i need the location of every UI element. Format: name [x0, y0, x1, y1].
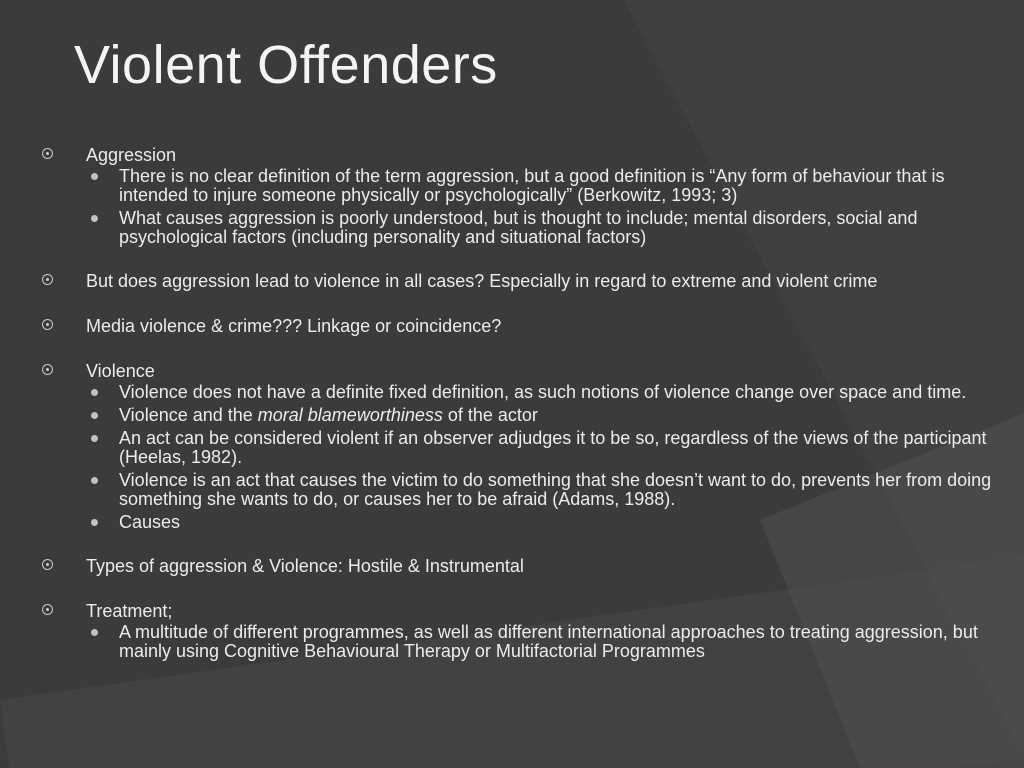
dot-bullet-icon	[91, 477, 98, 484]
circled-dot-bullet-icon	[42, 148, 53, 159]
sub-bullet-list	[42, 383, 1002, 532]
dot-bullet-icon	[91, 519, 98, 526]
dot-bullet-icon	[91, 215, 98, 222]
bullet-group	[42, 555, 1002, 577]
sub-bullet-list	[42, 167, 1002, 247]
bullet-text: Aggression	[86, 145, 177, 165]
circled-dot-bullet-icon	[42, 274, 53, 285]
bullet-text: Media violence & crime??? Linkage or coincidence?	[86, 316, 502, 336]
bullet-group	[42, 270, 1002, 292]
sub-bullet-item	[42, 406, 1002, 425]
sub-bullet-text: There is no clear definition of the term aggression, but a good definition is “Any form of behaviour that is intended to injure someone physically or psychologically” (Berkowitz, 1993; 3)	[119, 166, 945, 205]
bullet-item	[42, 144, 1002, 166]
sub-bullet-item	[42, 429, 1002, 467]
sub-bullet-item	[42, 209, 1002, 247]
dot-bullet-icon	[91, 629, 98, 636]
sub-bullet-text: Violence is an act that causes the victim to do something that she doesn’t want to do, prevents her from doing something she wants to do, or causes her to be afraid (Adams, 1988).	[119, 470, 992, 509]
dot-bullet-icon	[91, 412, 98, 419]
bullet-text: Types of aggression & Violence: Hostile & Instrumental	[86, 556, 524, 576]
bullet-text: Violence	[86, 361, 155, 381]
slide-title: Violent Offenders	[74, 35, 498, 95]
emphasis-text: moral blameworthiness	[257, 405, 443, 425]
slide-body	[42, 144, 1002, 684]
bullet-group	[42, 315, 1002, 337]
circled-dot-bullet-icon	[42, 559, 53, 570]
bullet-group	[42, 360, 1002, 532]
sub-bullet-item	[42, 383, 1002, 402]
sub-bullet-text-suffix: of the actor	[442, 405, 538, 425]
sub-bullet-item	[42, 471, 1002, 509]
dot-bullet-icon	[91, 435, 98, 442]
sub-bullet-text: An act can be considered violent if an observer adjudges it to be so, regardless of the views of the participant (Heelas, 1982).	[119, 428, 987, 467]
bullet-text: But does aggression lead to violence in all cases? Especially in regard to extreme and violent crime	[86, 271, 878, 291]
bullet-group	[42, 144, 1002, 247]
circled-dot-bullet-icon	[42, 364, 53, 375]
bullet-group	[42, 600, 1002, 661]
sub-bullet-item	[42, 513, 1002, 532]
circled-dot-bullet-icon	[42, 319, 53, 330]
circled-dot-bullet-icon	[42, 604, 53, 615]
sub-bullet-text: A multitude of different programmes, as well as different international approaches to treating aggression, but mainly using Cognitive Behavioural Therapy or Multifactorial Programmes	[119, 622, 978, 661]
sub-bullet-text-prefix: Violence and the	[119, 405, 258, 425]
bullet-item	[42, 315, 1002, 337]
sub-bullet-list	[42, 623, 1002, 661]
sub-bullet-item	[42, 623, 1002, 661]
bullet-item	[42, 600, 1002, 622]
sub-bullet-text: Causes	[119, 512, 181, 532]
sub-bullet-text: Violence does not have a definite fixed definition, as such notions of violence change over space and time.	[119, 382, 967, 402]
dot-bullet-icon	[91, 173, 98, 180]
dot-bullet-icon	[91, 389, 98, 396]
sub-bullet-item	[42, 167, 1002, 205]
bullet-item	[42, 270, 1002, 292]
bullet-item	[42, 360, 1002, 382]
sub-bullet-text: What causes aggression is poorly understood, but is thought to include; mental disorders, social and psychological factors (including personality and situational factors)	[119, 208, 918, 247]
bullet-item	[42, 555, 1002, 577]
bullet-text: Treatment;	[86, 601, 173, 621]
